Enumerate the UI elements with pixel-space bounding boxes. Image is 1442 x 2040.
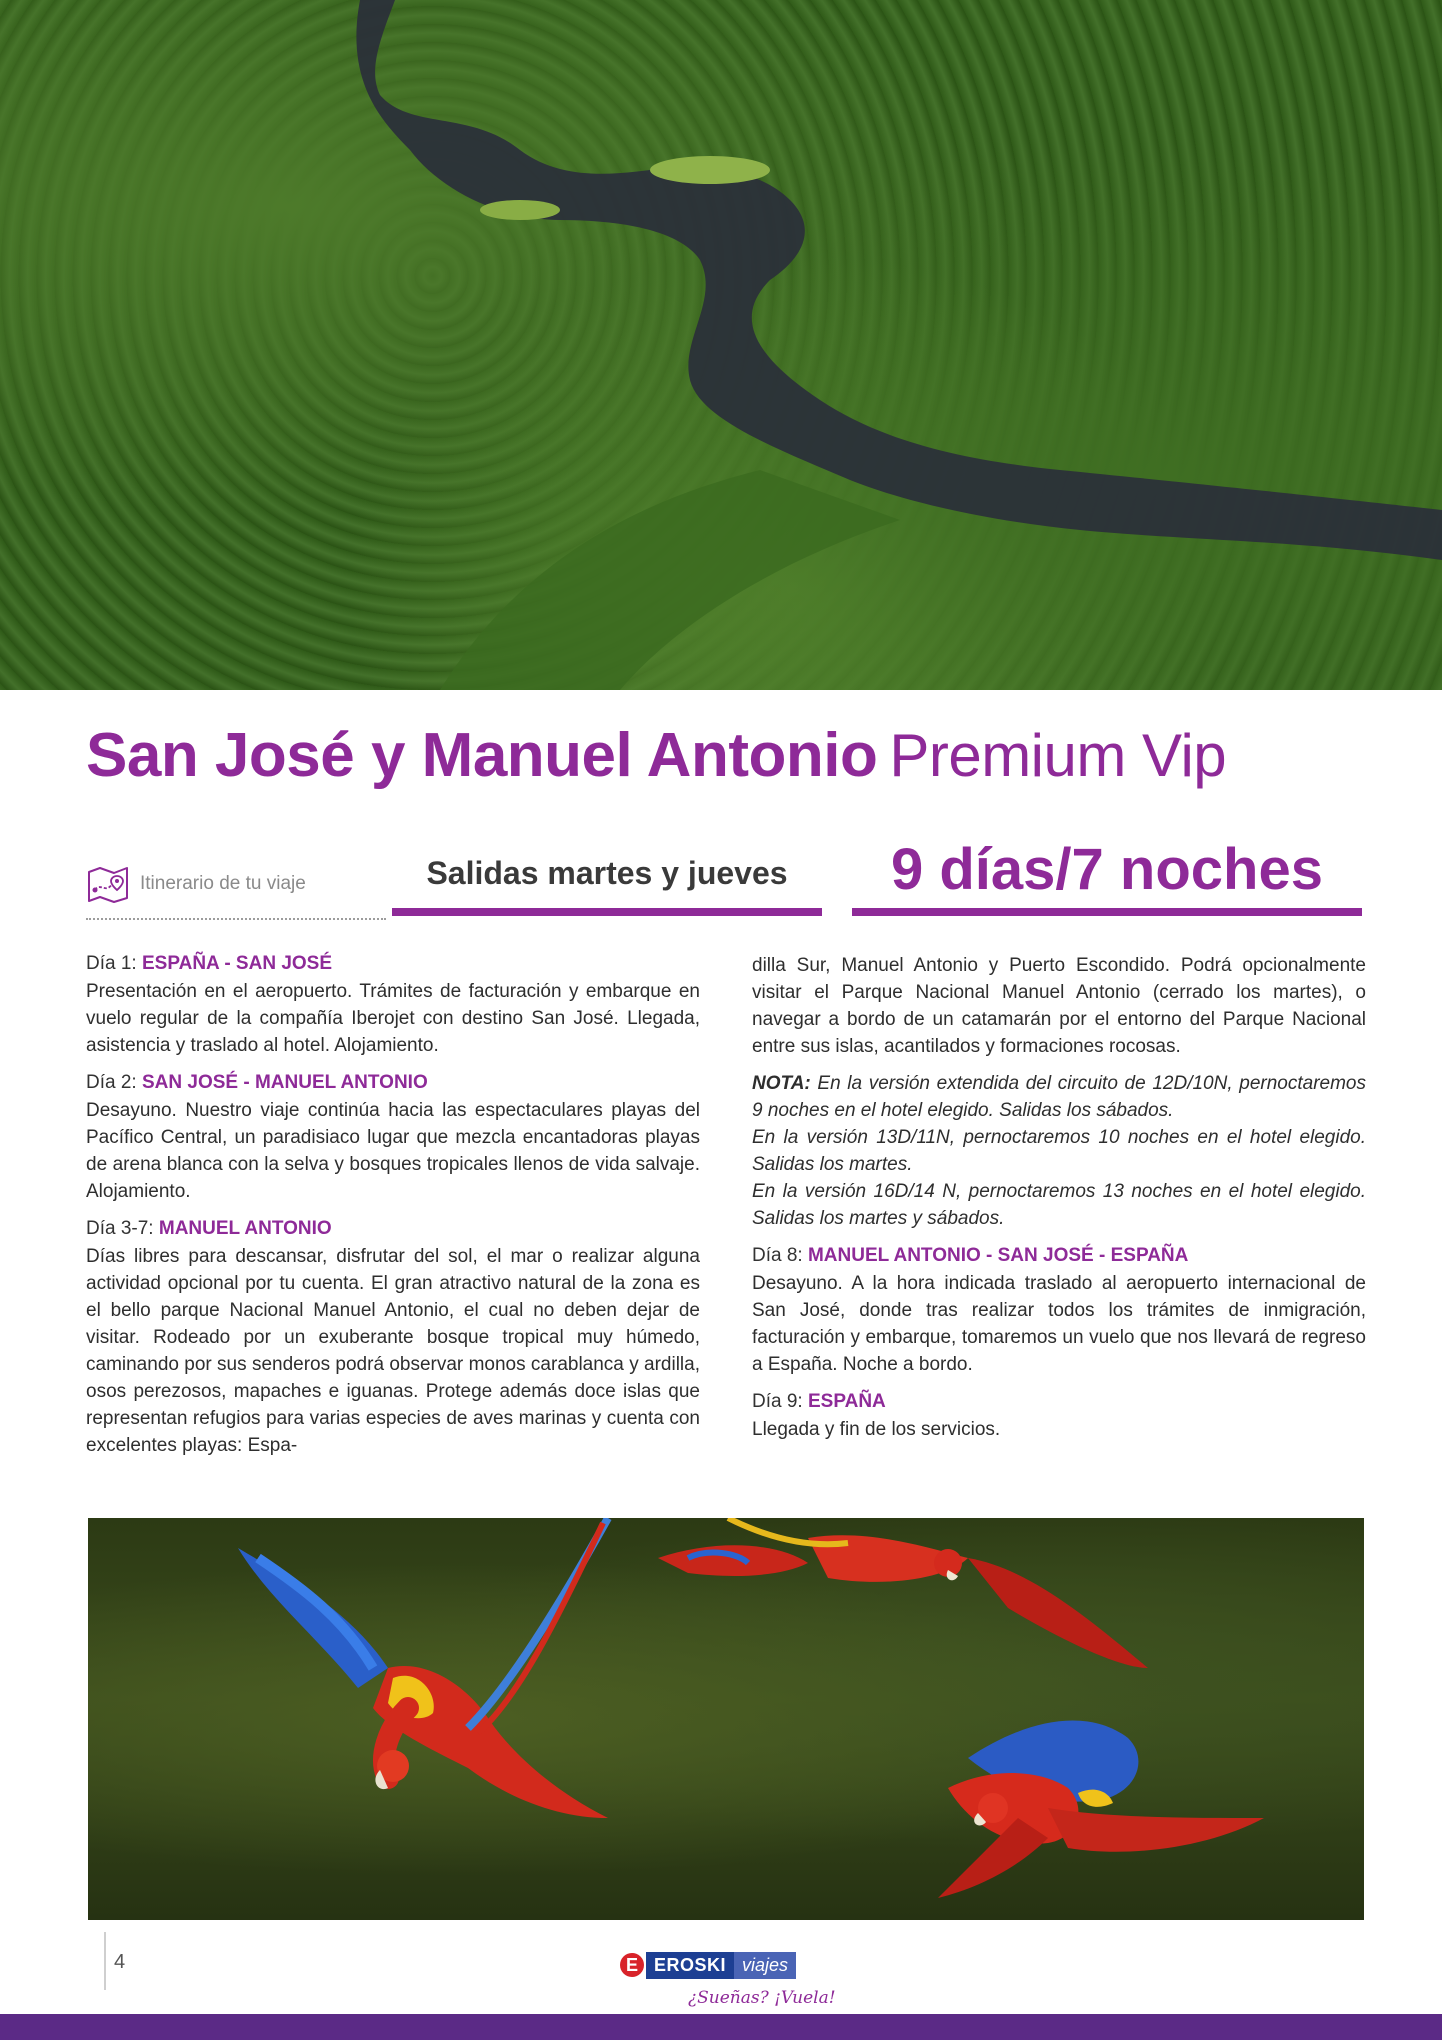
dotted-divider [86,918,386,920]
day-entry [86,950,700,1059]
day-label: Día 3-7: [86,1218,154,1239]
page-number-divider [104,1932,106,1990]
logo-brand: EROSKI [646,1952,734,1979]
note-line: En la versión 13D/11N, pernoctaremos 10 noches en el hotel elegido. Salidas los martes. [752,1127,1366,1175]
day-description: Días libres para descansar, disfrutar del sol, el mar o realizar alguna actividad opcional por tu cuenta. El gran atractivo natural de la zona es el bello parque Nacional Manuel Antonio, el cual no deben dejar de visitar. Rodeado por un exuberante bosque tropical muy húmedo, caminando por sus senderos podrá observar monos carablanca y ardilla, osos perezosos, mapaches e iguanas. Protege además doce islas que representan refugios para varias especies de aves marinas y cuenta con excelentes playas: Espa- [86,1246,700,1456]
itinerary-label [86,864,306,904]
macaw-top-right [658,1518,1148,1668]
river-illustration [0,0,1442,690]
day-destination: SAN JOSÉ - MANUEL ANTONIO [141,1072,428,1093]
footer-color-bar [0,2014,1442,2040]
map-route-icon [86,864,130,904]
note-text: En la versión extendida del circuito de 12D/10N, pernoctaremos 9 noches en el hotel elegido. Salidas los sábados. [752,1073,1366,1121]
itinerary-column-right [752,952,1366,1453]
day-destination: MANUEL ANTONIO - SAN JOSÉ - ESPAÑA [807,1245,1189,1266]
title-main: San José y Manuel Antonio [86,721,878,790]
day-entry [752,1242,1366,1378]
departures-underline [392,908,822,916]
macaws-illustration [88,1518,1364,1920]
eroski-e-icon: E [620,1953,644,1977]
macaw-bottom-right [938,1721,1264,1898]
day-entry [86,1215,700,1459]
day-destination: ESPAÑA - SAN JOSÉ [141,953,333,974]
day-destination: ESPAÑA [807,1391,886,1412]
day-description: Desayuno. A la hora indicada traslado al aeropuerto internacional de San José, donde tras realizar todos los trámites de inmigración, facturación y embarque, tomaremos un vuelo que nos llevará de regreso a España. Noche a bordo. [752,1273,1366,1375]
day-label: Día 8: [752,1245,803,1266]
scarlet-macaws-photo [88,1518,1364,1920]
departures-text: Salidas martes y jueves [426,855,788,891]
eroski-viajes-logo [620,1948,824,1982]
day-label: Día 1: [86,953,137,974]
title-sub: Premium Vip [889,722,1227,789]
note-label: NOTA: [752,1073,811,1094]
macaw-left [238,1518,608,1818]
duration-underline [852,908,1362,916]
day-heading [752,1242,1366,1269]
duration-text: 9 días/7 noches [891,837,1323,902]
logo-suffix: viajes [734,1952,796,1979]
day-description: Presentación en el aeropuerto. Trámites de facturación y embarque en vuelo regular de la compañía Iberojet con destino San José. Llegada, asistencia y traslado al hotel. Alojamiento. [86,981,700,1056]
day-description: Llegada y fin de los servicios. [752,1419,1001,1440]
day-label: Día 2: [86,1072,137,1093]
day-heading [86,1069,700,1096]
itinerary-column-left [86,950,700,1469]
day-destination: MANUEL ANTONIO [158,1218,332,1239]
day-entry [752,1388,1366,1443]
hero-jungle-river-photo [0,0,1442,690]
page-title [86,720,1386,791]
page-number: 4 [114,1951,126,1973]
note-block [752,1070,1366,1232]
logo-tagline: ¿Sueñas? ¡Vuela! [688,1988,836,2008]
day-entry [86,1069,700,1205]
note-line [752,1070,1366,1124]
itinerary-text: Itinerario de tu viaje [140,873,306,894]
day-label: Día 9: [752,1391,803,1412]
day-heading [86,1215,700,1242]
note-line: En la versión 16D/14 N, pernoctaremos 13 noches en el hotel elegido. Salidas los martes y sábados. [752,1181,1366,1229]
day-heading [752,1388,1366,1415]
day-heading [86,950,700,977]
day-description-continued: dilla Sur, Manuel Antonio y Puerto Escondido. Podrá opcionalmente visitar el Parque Nacional Manuel Antonio (cerrado los martes), o navegar a bordo de un catamarán por el entorno del Parque Nacional entre sus islas, acantilados y formaciones rocosas. [752,955,1366,1057]
day-description: Desayuno. Nuestro viaje continúa hacia las espectaculares playas del Pacífico Central, un paradisiaco lugar que mezcla encantadoras playas de arena blanca con la selva y bosques tropicales llenos de vida salvaje. Alojamiento. [86,1100,700,1202]
